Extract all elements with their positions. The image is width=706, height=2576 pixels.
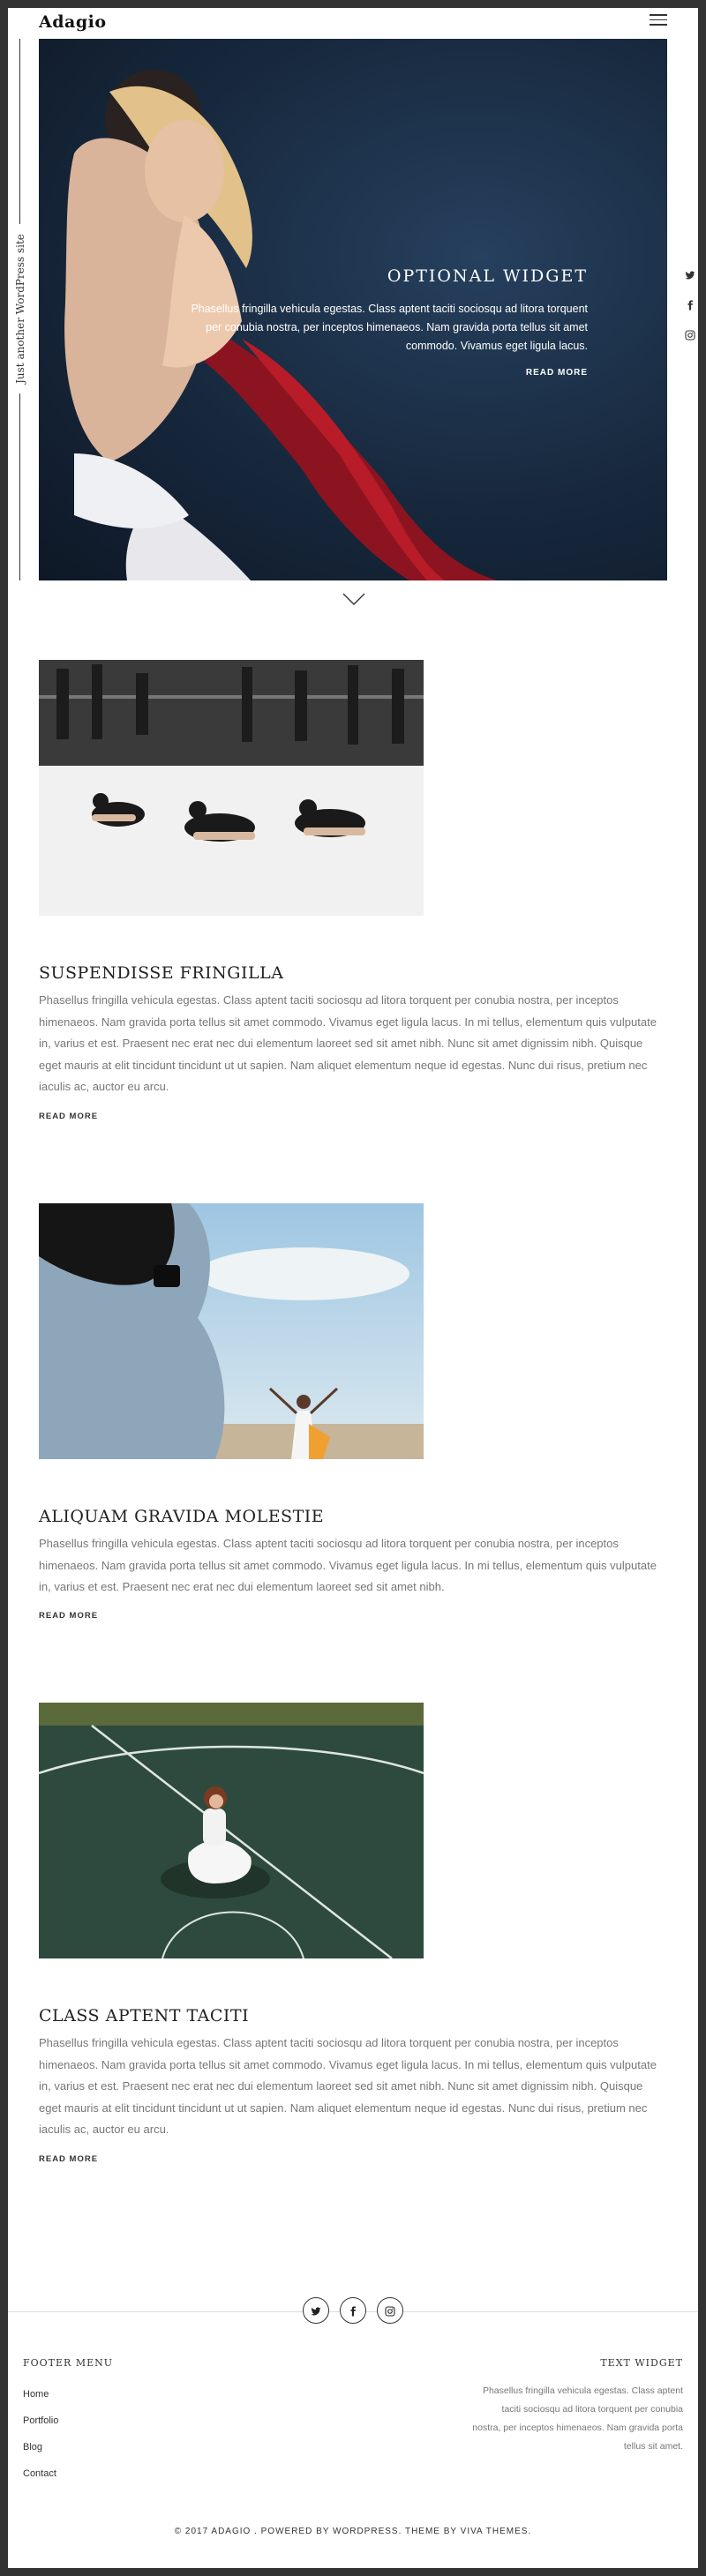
optional-widget (182, 266, 588, 378)
instagram-icon[interactable] (377, 2297, 403, 2324)
instagram-icon[interactable] (683, 330, 697, 344)
facebook-icon[interactable] (340, 2297, 366, 2324)
hero-banner (39, 39, 667, 580)
post-excerpt: Phasellus fringilla vehicula egestas. Class aptent taciti sociosqu ad litora torquent per conubia nostra, per inceptos himenaeos. Nam gravida porta tellus sit amet commodo. Vivamus eget ligula lacus. In mi tellus, elementum quis vulputate in, varius et est. Praesent nec erat nec dui elementum laoreet sed sit amet nibh. (39, 1537, 657, 1593)
post-excerpt: Phasellus fringilla vehicula egestas. Class aptent taciti sociosqu ad litora torquent per conubia nostra, per inceptos himenaeos. Nam gravida porta tellus sit amet commodo. Vivamus eget ligula lacus. In mi tellus, elementum quis vulputate in, varius et est. Praesent nec erat nec dui elementum laoreet sed sit amet nibh. Nunc sit amet dignissim nibh. Quisque eget mauris at elit tincidunt tincidunt ut ut sapien. Nam aliquet elementum neque id egestas. Nunc dui risus, pretium nec iaculis ac, auctor eu arcu. (39, 2036, 657, 2136)
hero-read-more-link[interactable]: READ MORE (525, 368, 588, 378)
post-title[interactable]: ALIQUAM GRAVIDA MOLESTIE (39, 1507, 325, 1526)
site-tagline: Just another WordPress site (14, 234, 26, 384)
post-read-more-link[interactable]: READ MORE (39, 1611, 99, 1621)
menu-icon[interactable] (650, 14, 667, 26)
post-image-gymnasts[interactable] (39, 660, 424, 916)
footer-menu-title: FOOTER MENU (23, 2357, 114, 2369)
facebook-icon[interactable] (683, 300, 697, 314)
text-widget-title: TEXT WIDGET (600, 2357, 683, 2369)
side-divider (19, 39, 20, 224)
site-logo[interactable]: Adagio (39, 12, 107, 32)
post-read-more-link[interactable]: READ MORE (39, 2154, 99, 2164)
post-title[interactable]: SUSPENDISSE FRINGILLA (39, 963, 284, 983)
post-image-court-dancer[interactable] (39, 1703, 424, 1958)
post-image-photographer[interactable] (39, 1203, 424, 1459)
post-read-more-link[interactable]: READ MORE (39, 1112, 99, 1121)
footer-menu-home[interactable]: Home (23, 2389, 49, 2400)
post-title[interactable]: CLASS APTENT TACITI (39, 2006, 250, 2026)
footer-menu-contact[interactable]: Contact (23, 2468, 56, 2479)
footer-menu-blog[interactable]: Blog (23, 2442, 43, 2452)
footer-menu-portfolio[interactable]: Portfolio (23, 2415, 59, 2426)
side-divider (19, 393, 20, 580)
text-widget-body: Phasellus fringilla vehicula egestas. Class aptent taciti sociosqu ad litora torquent per conubia nostra, per inceptos himenaeos. Nam gravida porta tellus sit amet. (472, 2385, 683, 2452)
hero-text: Phasellus fringilla vehicula egestas. Class aptent taciti sociosqu ad litora torquent per conubia nostra, per inceptos himenaeos. Nam gravida porta tellus sit amet commodo. Vivamus eget ligula lacus. (191, 303, 588, 352)
post-excerpt: Phasellus fringilla vehicula egestas. Class aptent taciti sociosqu ad litora torquent per conubia nostra, per inceptos himenaeos. Nam gravida porta tellus sit amet commodo. Vivamus eget ligula lacus. In mi tellus, elementum quis vulputate in, varius et est. Praesent nec erat nec dui elementum laoreet sed sit amet nibh. Nunc sit amet dignissim nibh. Quisque eget mauris at elit tincidunt tincidunt ut ut sapien. Nam aliquet elementum neque id egestas. Nunc dui risus, pretium nec iaculis ac, auctor eu arcu. (39, 993, 657, 1093)
twitter-icon[interactable] (683, 270, 697, 284)
hero-title: OPTIONAL WIDGET (387, 266, 588, 286)
copyright-text: © 2017 ADAGIO . POWERED BY WORDPRESS. THEME BY VIVA THEMES. (174, 2527, 532, 2536)
scroll-down-chevron-icon[interactable] (342, 593, 365, 605)
twitter-icon[interactable] (303, 2297, 329, 2324)
